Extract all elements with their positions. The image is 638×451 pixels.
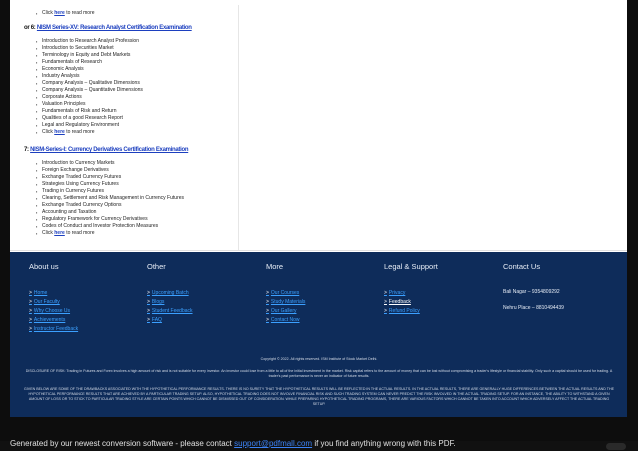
chevron-right-icon: > bbox=[384, 308, 387, 314]
hypothetical-disclaimer-text: GIVEN BELOW ARE SOME OF THE DRAWBACKS ASSOCIATED WITH THE HYPOTHETICAL PERFORMANCE RESULTS. THERE IS NO SURETY THAT THE HYPOTHETICAL RESULTS WILL BE REFLECTED IN THE ACTUAL RESULTS. IN THE ACTUAL RESULTS, THERE ARE GENERALLY HUGE DIFFERENCES BETWEEN THE ACTUAL RESULTS AND THE HYPOTHETICAL PERFORMANCE RESULTS THAT ARE ACHIEVED BY A PARTICULAR TRADING SETUP. ALSO, HYPOTHETICAL TRADING DOES NOT INVOLVE FINANCIAL RISK AND SUCH TRADING SYSTEM CAN NEVER PREDICT THE RISK INVOLVED IN THE ACTUAL TRADING SETUP. FOR AN INSTANCE, THE ABILITY TO WITHSTAND A GIVEN AMOUNT OF LOSS OR TO STICK TO PARTICULAR TRADING STYLE ARE CERTAIN POINTS WHICH CANNOT BE DISMISSED OUT OF CONSIDERATION. WHILE PREPARING HYPOTHETICAL TRADING PROGRAMS, THERE ARE VARIOUS FACTORS WHICH CANNOT BE TAKEN INTO ACCOUNT WHICH ADVERSELY AFFECT THE ACTUAL TRADING SETUP. bbox=[24, 387, 614, 406]
list-item: ▪ Introduction to Currency Markets bbox=[34, 160, 184, 167]
list-item: ▪ Introduction to Research Analyst Profession bbox=[34, 38, 143, 45]
list-item: ▪ Introduction to Securities Market bbox=[34, 45, 143, 52]
chevron-right-icon: > bbox=[147, 290, 150, 296]
footer-more-heading: More bbox=[266, 262, 284, 271]
section-title-nism-i: 7: NISM-Series-I: Currency Derivatives Certification Examination bbox=[24, 147, 189, 153]
read-more-link[interactable]: here bbox=[54, 230, 65, 236]
chevron-right-icon: > bbox=[29, 317, 32, 323]
list-item: ▪ Codes of Conduct and Investor Protection Measures bbox=[34, 223, 184, 230]
top-click-list bbox=[34, 10, 95, 17]
read-more-link[interactable]: here bbox=[54, 10, 65, 16]
list-item: ▪ Exchange Traded Currency Futures bbox=[34, 174, 184, 181]
section-title-nism-xv: or 6: NISM Series-XV: Research Analyst Certification Examination bbox=[24, 25, 192, 31]
chevron-right-icon: > bbox=[29, 308, 32, 314]
footer-other-column bbox=[147, 262, 193, 325]
section-title-link[interactable]: NISM Series-XV: Research Analyst Certification Examination bbox=[36, 25, 192, 31]
section-title-link[interactable]: NISM-Series-I: Currency Derivatives Certification Examination bbox=[30, 147, 189, 153]
list-item: ▪ Industry Analysis bbox=[34, 73, 143, 80]
chevron-right-icon: > bbox=[266, 299, 269, 305]
footer-link-faq[interactable]: > FAQ bbox=[147, 317, 162, 323]
list-item: ▪ Exchange Traded Currency Options bbox=[34, 202, 184, 209]
list-item: ▪ Click here to read more bbox=[34, 10, 95, 17]
list-item: ▪ Company Analysis – Qualitative Dimensions bbox=[34, 80, 143, 87]
risk-disclosure-text: DISCLOSURE OF RISK: Trading in Futures and Forex involves a high amount of risk and is not suitable for every investor. An investor could lose from a little to all of the initial investment in the market. Risk capital refers to the amount of money that can be lost without compromising a trader's lifestyle or financial stability. Only such a capital should be used for trading. A trader's past performance is never an indicator of future results. bbox=[25, 369, 613, 378]
footer-link-contact-now[interactable]: > Contact Now bbox=[266, 317, 300, 323]
footer-link-blogs[interactable]: > Blogs bbox=[147, 299, 165, 305]
generated-notice: Generated by our newest conversion software - please contact support@pdfmall.com if you find anything wrong with this PDF. bbox=[10, 439, 456, 448]
chevron-right-icon: > bbox=[384, 290, 387, 296]
footer-link-home[interactable]: > Home bbox=[29, 290, 48, 296]
footer-link-our-courses[interactable]: > Our Courses bbox=[266, 290, 300, 296]
footer-legal-heading: Legal & Support bbox=[384, 262, 438, 271]
chevron-right-icon: > bbox=[147, 308, 150, 314]
chevron-right-icon: > bbox=[147, 317, 150, 323]
footer-link-refund-policy[interactable]: > Refund Policy bbox=[384, 308, 420, 314]
footer-link-upcoming-batch[interactable]: > Upcoming Batch bbox=[147, 290, 189, 296]
support-email-link[interactable]: support@pdfmall.com bbox=[234, 439, 313, 448]
footer-link-student-feedback[interactable]: > Student Feedback bbox=[147, 308, 193, 314]
list-item: ▪ Regulatory Framework for Currency Derivatives bbox=[34, 216, 184, 223]
read-more-link[interactable]: here bbox=[54, 129, 65, 135]
footer-link-feedback[interactable]: > Feedback bbox=[384, 299, 411, 305]
column-divider bbox=[238, 5, 239, 250]
list-item: ▪ Clearing, Settlement and Risk Management in Currency Futures bbox=[34, 195, 184, 202]
footer-link-our-faculty[interactable]: > Our Faculty bbox=[29, 299, 60, 305]
footer-link-study-materials[interactable]: > Study Materials bbox=[266, 299, 306, 305]
footer-link-privacy[interactable]: > Privacy bbox=[384, 290, 406, 296]
list-item: ▪ Qualities of a good Research Report bbox=[34, 115, 143, 122]
footer-about-column bbox=[29, 262, 78, 334]
chevron-right-icon: > bbox=[29, 326, 32, 332]
chevron-right-icon: > bbox=[29, 299, 32, 305]
contact-bali-nagar: Bali Nagar – 9354809292 bbox=[503, 289, 560, 295]
list-item: ▪ Click here to read more bbox=[34, 129, 143, 136]
list-item: ▪ Trading in Currency Futures bbox=[34, 188, 184, 195]
content-bottom-divider bbox=[10, 250, 627, 251]
chevron-right-icon: > bbox=[266, 308, 269, 314]
footer-link-achievements[interactable]: > Achievements bbox=[29, 317, 66, 323]
footer-other-heading: Other bbox=[147, 262, 166, 271]
footer-more-column bbox=[266, 262, 305, 325]
list-item: ▪ Company Analysis – Quantitative Dimensions bbox=[34, 87, 143, 94]
footer-link-instructor-feedback[interactable]: > Instructor Feedback bbox=[29, 326, 79, 332]
chevron-right-icon: > bbox=[384, 299, 387, 305]
content-area bbox=[10, 0, 627, 252]
footer-link-our-gallery[interactable]: > Our Gallery bbox=[266, 308, 297, 314]
chevron-right-icon: > bbox=[147, 299, 150, 305]
list-item: ▪ Fundamentals of Risk and Return bbox=[34, 108, 143, 115]
corner-logo-icon bbox=[606, 443, 626, 450]
footer-link-why-choose-us[interactable]: > Why Choose Us bbox=[29, 308, 71, 314]
footer-contact-heading: Contact Us bbox=[503, 262, 541, 271]
chevron-right-icon: > bbox=[266, 290, 269, 296]
contact-nehru-place: Nehru Place – 8810494439 bbox=[503, 305, 564, 311]
footer-about-heading: About us bbox=[29, 262, 59, 271]
list-item: ▪ Accounting and Taxation bbox=[34, 209, 184, 216]
nism-xv-topic-list bbox=[34, 38, 143, 136]
chevron-right-icon: > bbox=[266, 317, 269, 323]
list-item: ▪ Foreign Exchange Derivatives bbox=[34, 167, 184, 174]
nism-i-topic-list bbox=[34, 160, 184, 237]
list-item: ▪ Terminology in Equity and Debt Markets bbox=[34, 52, 143, 59]
copyright-text: Copyright © 2022. All rights reserved. ISM Institute of Stock Market Delhi. bbox=[260, 357, 378, 361]
list-item: ▪ Strategies Using Currency Futures bbox=[34, 181, 184, 188]
list-item: ▪ Valuation Principles bbox=[34, 101, 143, 108]
footer-contact-column bbox=[503, 262, 564, 312]
footer-legal-column bbox=[384, 262, 438, 316]
document-page bbox=[10, 0, 627, 441]
chevron-right-icon: > bbox=[29, 290, 32, 296]
list-item: ▪ Fundamentals of Research bbox=[34, 59, 143, 66]
list-item: ▪ Economic Analysis bbox=[34, 66, 143, 73]
list-item: ▪ Legal and Regulatory Environment bbox=[34, 122, 143, 129]
list-item: ▪ Click here to read more bbox=[34, 230, 184, 237]
list-item: ▪ Corporate Actions bbox=[34, 94, 143, 101]
